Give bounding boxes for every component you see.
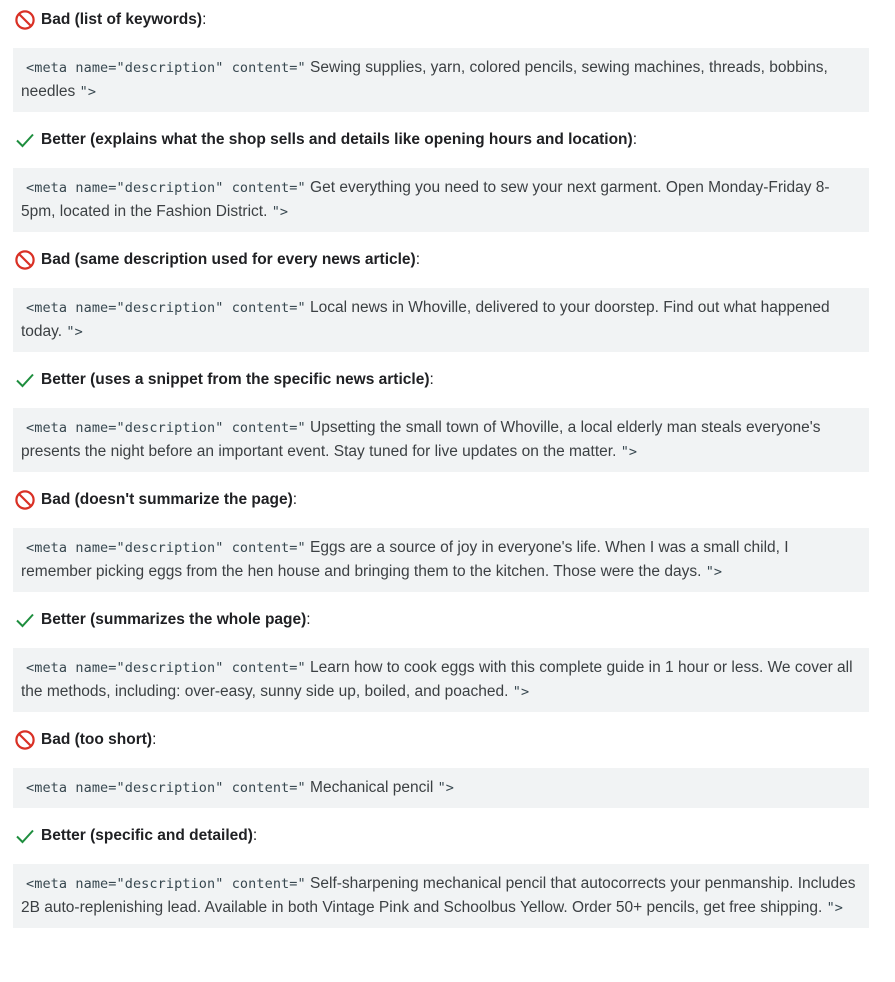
meta-tag-close: "> — [705, 564, 723, 580]
better-example-label — [14, 368, 434, 392]
meta-tag-close: "> — [271, 204, 289, 220]
code-example — [13, 288, 869, 352]
meta-tag-open: <meta name="description" content=" — [26, 876, 306, 892]
meta-tag-open: <meta name="description" content=" — [26, 780, 306, 796]
prohibited-icon — [14, 489, 36, 511]
heading-colon: : — [202, 11, 207, 28]
code-example — [13, 648, 869, 712]
checkmark-icon — [14, 609, 36, 631]
code-example — [13, 864, 869, 928]
meta-tag-open: <meta name="description" content=" — [26, 660, 306, 676]
code-example — [13, 408, 869, 472]
meta-tag-open: <meta name="description" content=" — [26, 540, 306, 556]
meta-tag-open: <meta name="description" content=" — [26, 180, 306, 196]
bad-example-label — [14, 248, 420, 272]
prohibited-icon — [14, 249, 36, 271]
bad-example-label — [14, 728, 156, 752]
example-heading: Better (explains what the shop sells and details like opening hours and location) — [41, 131, 633, 148]
meta-tag-close: "> — [437, 780, 455, 796]
checkmark-icon — [14, 129, 36, 151]
meta-tag-open: <meta name="description" content=" — [26, 420, 306, 436]
example-heading: Bad (too short) — [41, 731, 153, 748]
meta-tag-close: "> — [826, 900, 844, 916]
description-content: Local news in Whoville, delivered to your doorstep. Find out what happened today. — [21, 299, 830, 340]
meta-tag-close: "> — [620, 444, 638, 460]
example-heading: Better (specific and detailed) — [41, 827, 253, 844]
heading-colon: : — [429, 371, 434, 388]
prohibited-icon — [14, 9, 36, 31]
example-heading: Bad (doesn't summarize the page) — [41, 491, 293, 508]
heading-colon: : — [152, 731, 157, 748]
better-example-label — [14, 824, 257, 848]
heading-colon: : — [415, 251, 421, 268]
example-heading: Better (summarizes the whole page) — [41, 611, 307, 628]
bad-example-label — [14, 8, 206, 32]
description-content: Get everything you need to sew your next garment. Open Monday-Friday 8-5pm, located in the Fashion District. — [21, 179, 830, 220]
code-example — [13, 528, 869, 592]
description-content: Learn how to cook eggs with this complete guide in 1 hour or less. We cover all the methods, including: over-easy, sunny side up, boiled, and poached. — [21, 659, 853, 700]
bad-example-label — [14, 488, 297, 512]
code-example — [13, 168, 869, 232]
description-content: Self-sharpening mechanical pencil that autocorrects your penmanship. Includes 2B auto-replenishing lead. Available in both Vintage Pink and Schoolbus Yellow. Order 50+ pencils, get free shipping. — [21, 875, 856, 916]
example-heading: Bad (list of keywords) — [41, 11, 203, 28]
checkmark-icon — [14, 825, 36, 847]
prohibited-icon — [14, 729, 36, 751]
meta-tag-close: "> — [79, 84, 97, 100]
better-example-label — [14, 128, 637, 152]
meta-tag-close: "> — [512, 684, 530, 700]
example-heading: Bad (same description used for every news article) — [41, 251, 416, 268]
better-example-label — [14, 608, 311, 632]
meta-tag-open: <meta name="description" content=" — [26, 300, 306, 316]
meta-tag-close: "> — [66, 324, 83, 340]
description-content: Eggs are a source of joy in everyone's life. When I was a small child, I remember picking eggs from the hen house and bringing them to the kitchen. Those were the days. — [21, 539, 789, 580]
heading-colon: : — [632, 131, 637, 148]
description-content: Mechanical pencil — [305, 779, 438, 796]
code-example — [13, 768, 869, 808]
meta-tag-open: <meta name="description" content=" — [26, 60, 306, 76]
checkmark-icon — [14, 369, 36, 391]
description-content: Upsetting the small town of Whoville, a local elderly man steals everyone's presents the night before an important event. Stay tuned for live updates on the matter. — [21, 419, 821, 460]
code-example — [13, 48, 869, 112]
heading-colon: : — [292, 491, 298, 508]
description-content: Sewing supplies, yarn, colored pencils, sewing machines, threads, bobbins, needles — [21, 59, 828, 100]
heading-colon: : — [306, 611, 311, 628]
heading-colon: : — [252, 827, 258, 844]
example-heading: Better (uses a snippet from the specific news article) — [41, 371, 430, 388]
